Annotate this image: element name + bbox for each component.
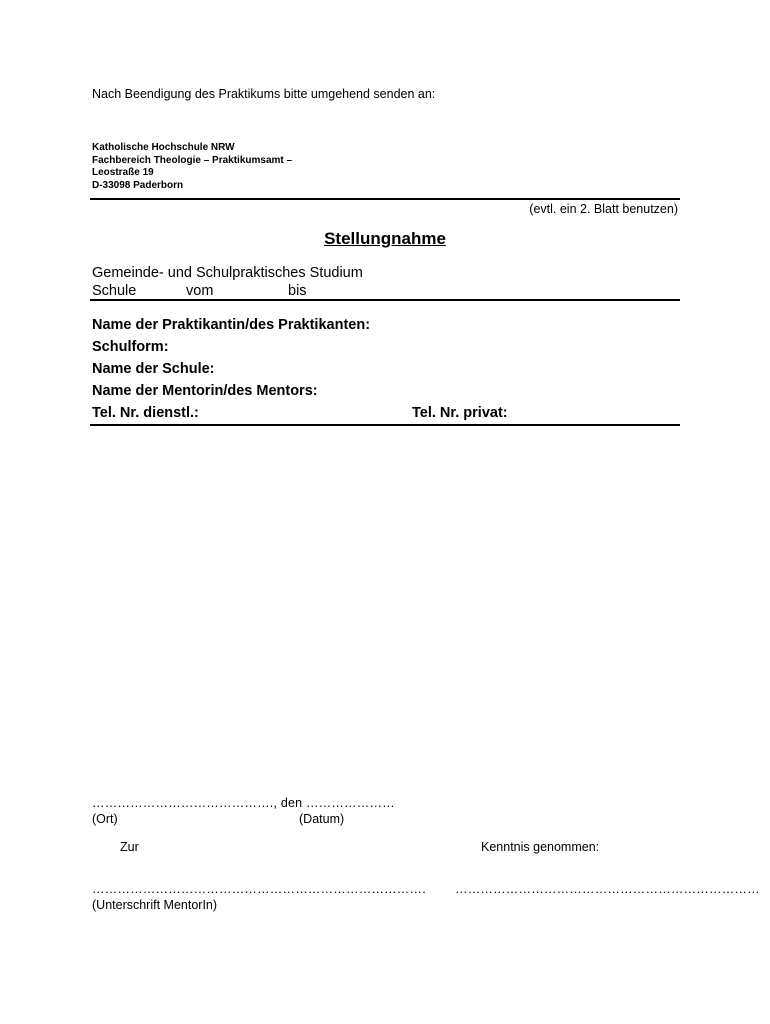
acknowledged-text: Kenntnis genommen: (481, 840, 600, 854)
mentor-name-label: Name der Mentorin/des Mentors: (92, 383, 318, 399)
zur-text: Zur (120, 840, 139, 854)
place-caption: (Ort) (92, 812, 118, 826)
divider (90, 424, 680, 426)
phone-work-label: Tel. Nr. dienstl.: (92, 405, 199, 421)
address-line: Fachbereich Theologie – Praktikumsamt – (92, 154, 293, 166)
phone-private-label: Tel. Nr. privat: (412, 405, 508, 421)
mentor-signature-line: ……………………………………………………………………. (92, 882, 426, 896)
recipient-address (92, 142, 292, 192)
mentor-signature-caption: (Unterschrift MentorIn) (92, 898, 218, 912)
divider (90, 198, 680, 200)
to-label: bis (288, 283, 307, 299)
intro-text: Nach Beendigung des Praktikums bitte umgehend senden an: (92, 87, 436, 101)
acknowledgement-signature-line: ……………………………………………………………… (455, 882, 760, 896)
school-name-label: Name der Schule: (92, 361, 215, 377)
address-line: D-33098 Paderborn (92, 179, 184, 191)
intern-name-label: Name der Praktikantin/des Praktikanten: (92, 317, 371, 333)
date-caption: (Datum) (299, 812, 345, 826)
school-type-label: Schulform: (92, 339, 169, 355)
form-subtitle: Gemeinde- und Schulpraktisches Studium (92, 265, 363, 281)
extra-sheet-note: (evtl. ein 2. Blatt benutzen) (529, 202, 678, 216)
place-date-line: ……………………………………., den ………………… (92, 796, 395, 810)
address-line: Leostraße 19 (92, 167, 154, 178)
school-label: Schule (92, 283, 137, 299)
address-line: Katholische Hochschule NRW (92, 142, 235, 153)
from-label: vom (186, 283, 214, 299)
divider (90, 299, 680, 301)
form-title: Stellungnahme (324, 229, 446, 248)
